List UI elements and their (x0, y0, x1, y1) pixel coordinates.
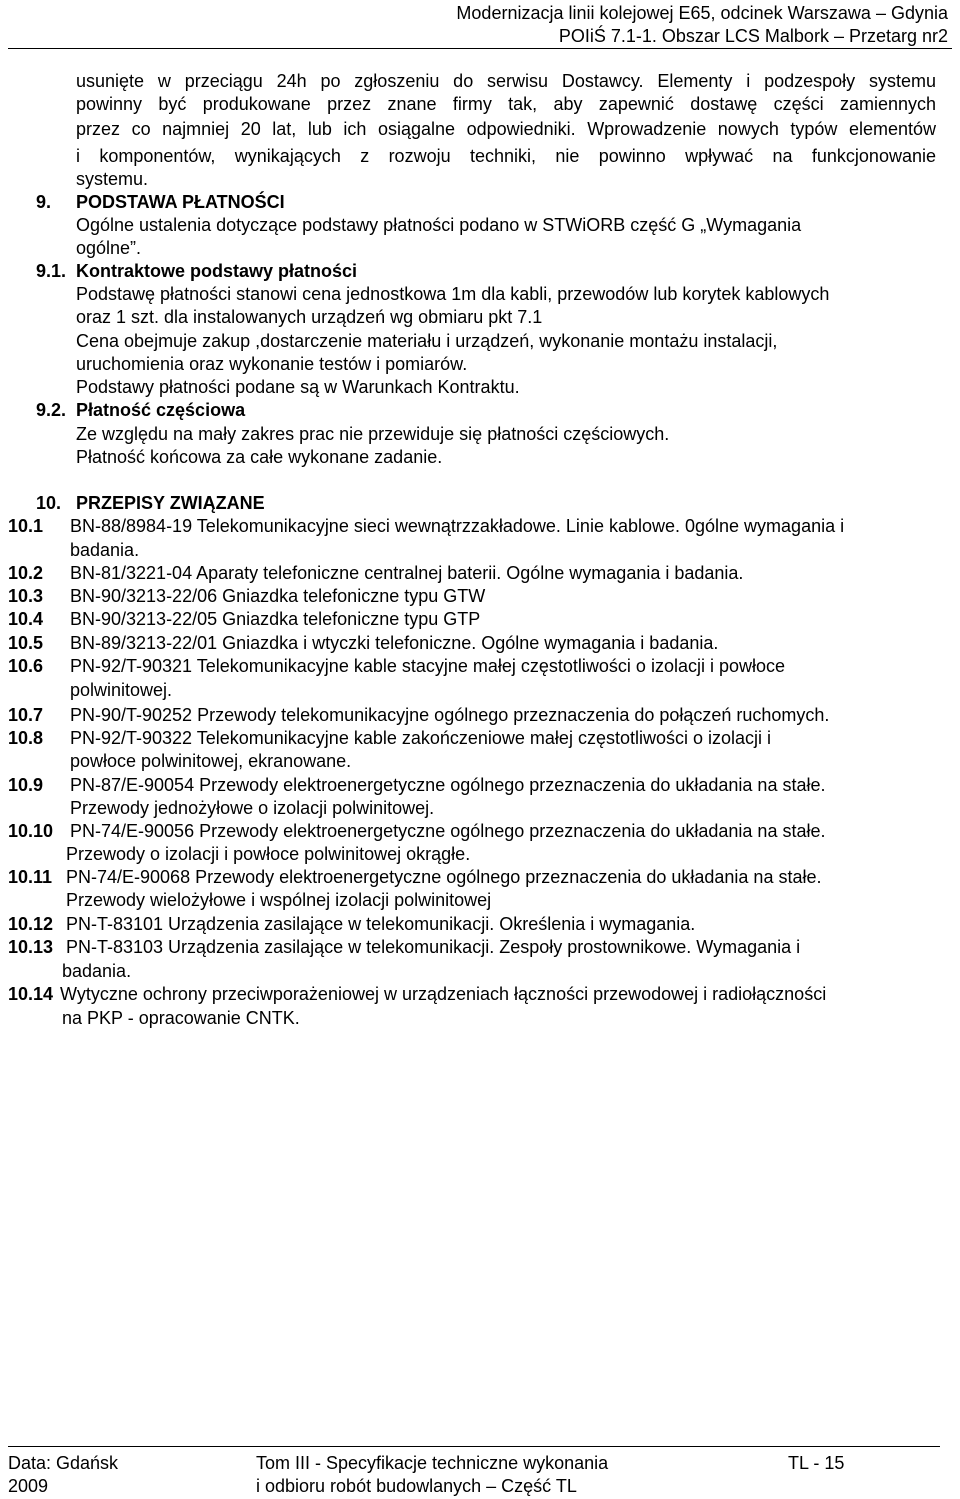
header-rule (8, 48, 952, 49)
reference-number: 10.10 (8, 821, 54, 841)
reference-number: 10.3 (8, 586, 44, 606)
reference-text: PN-74/E-90056 Przewody elektroenergetyczne ogólnego przeznaczenia do układania na stałe. (70, 821, 826, 841)
section-9-2-number: 9.2. (36, 400, 67, 420)
reference-text: BN-88/8984-19 Telekomunikacyjne sieci wewnątrzzakładowe. Linie kablowe. 0gólne wymagania i (70, 516, 845, 536)
section-9-title: PODSTAWA PŁATNOŚCI (76, 192, 285, 212)
reference-number: 10.4 (8, 609, 44, 629)
section-10-number: 10. (36, 493, 62, 513)
reference-number: 10.14 (8, 984, 54, 1004)
reference-number: 10.7 (8, 705, 44, 725)
section-9-2-body-line: Ze względu na mały zakres prac nie przewiduje się płatności częściowych. (76, 424, 670, 444)
section-9-1-body-line: oraz 1 szt. dla instalowanych urządzeń wg obmiaru pkt 7.1 (76, 307, 543, 327)
reference-text: PN-T-83101 Urządzenia zasilające w telekomunikacji. Określenia i wymagania. (66, 914, 696, 934)
section-10-title: PRZEPISY ZWIĄZANE (76, 493, 265, 513)
reference-text-cont: Przewody wielożyłowe i wspólnej izolacji polwinitowej (66, 890, 492, 910)
reference-number: 10.13 (8, 937, 54, 957)
reference-text: PN-92/T-90321 Telekomunikacyjne kable stacyjne małej częstotliwości o izolacji i powłoce (70, 656, 786, 676)
header-line-1: Modernizacja linii kolejowej E65, odcinek Warszawa – Gdynia (456, 3, 948, 23)
page-number: TL - 15 (788, 1453, 845, 1473)
reference-text: PN-T-83103 Urządzenia zasilające w telekomunikacji. Zespoły prostownikowe. Wymagania i (66, 937, 801, 957)
reference-number: 10.11 (8, 867, 53, 887)
header-line-2: POIiŚ 7.1-1. Obszar LCS Malbork – Przetarg nr2 (558, 26, 948, 46)
section-9-2-title: Płatność częściowa (76, 400, 246, 420)
footer-volume-subtitle: i odbioru robót budowlanych – Część TL (256, 1476, 577, 1496)
intro-line: i komponentów, wynikających z rozwoju techniki, nie powinno wpływać na funkcjonowanie (76, 146, 936, 166)
reference-text: BN-90/3213-22/06 Gniazdka telefoniczne typu GTW (70, 586, 486, 606)
reference-text-cont: Przewody o izolacji i powłoce polwinitowej okrągłe. (66, 844, 471, 864)
reference-text: PN-92/T-90322 Telekomunikacyjne kable zakończeniowe małej częstotliwości o izolacji i (70, 728, 772, 748)
section-9-1-title: Kontraktowe podstawy płatności (76, 261, 358, 281)
section-9-1-body-line: Cena obejmuje zakup ,dostarczenie materiału i urządzeń, wykonanie montażu instalacji, (76, 331, 778, 351)
reference-text-cont: badania. (70, 540, 140, 560)
footer-rule (8, 1446, 940, 1447)
intro-line: powinny być produkowane przez znane firmy tak, aby zapewnić dostawę części zamiennych (76, 94, 936, 114)
section-9-1-body-line: Podstawy płatności podane są w Warunkach Kontraktu. (76, 377, 520, 397)
reference-number: 10.2 (8, 563, 44, 583)
reference-text-cont: polwinitowej. (70, 680, 173, 700)
reference-number: 10.1 (8, 516, 44, 536)
reference-text-cont: na PKP - opracowanie CNTK. (62, 1008, 300, 1028)
reference-number: 10.8 (8, 728, 44, 748)
section-9-2-body-line: Płatność końcowa za całe wykonane zadanie. (76, 447, 443, 467)
section-9-body-line: Ogólne ustalenia dotyczące podstawy płatności podano w STWiORB część G „Wymagania (76, 215, 802, 235)
reference-text-cont: Przewody jednożyłowe o izolacji polwinitowej. (70, 798, 435, 818)
section-9-1-number: 9.1. (36, 261, 67, 281)
reference-text-cont: powłoce polwinitowej, ekranowane. (70, 751, 352, 771)
reference-text-cont: badania. (62, 961, 132, 981)
section-9-body-line: ogólne”. (76, 238, 142, 258)
reference-text: BN-90/3213-22/05 Gniazdka telefoniczne typu GTP (70, 609, 481, 629)
reference-number: 10.6 (8, 656, 44, 676)
reference-text: PN-74/E-90068 Przewody elektroenergetyczne ogólnego przeznaczenia do układania na stałe. (66, 867, 822, 887)
reference-text: PN-90/T-90252 Przewody telekomunikacyjne ogólnego przeznaczenia do połączeń ruchomych. (70, 705, 830, 725)
footer-volume-title: Tom III - Specyfikacje techniczne wykonania (256, 1453, 609, 1473)
reference-number: 10.9 (8, 775, 44, 795)
section-9-number: 9. (36, 192, 52, 212)
footer-year: 2009 (8, 1476, 49, 1496)
intro-line: systemu. (76, 169, 149, 189)
footer-date-place: Data: Gdańsk (8, 1453, 119, 1473)
reference-text: BN-89/3213-22/01 Gniazdka i wtyczki telefoniczne. Ogólne wymagania i badania. (70, 633, 719, 653)
reference-text: PN-87/E-90054 Przewody elektroenergetyczne ogólnego przeznaczenia do układania na stałe. (70, 775, 826, 795)
reference-text: BN-81/3221-04 Aparaty telefoniczne centralnej baterii. Ogólne wymagania i badania. (70, 563, 744, 583)
reference-text: Wytyczne ochrony przeciwporażeniowej w urządzeniach łączności przewodowej i radiołączności (60, 984, 827, 1004)
reference-number: 10.5 (8, 633, 44, 653)
section-9-1-body-line: Podstawę płatności stanowi cena jednostkowa 1m dla kabli, przewodów lub korytek kablowych (76, 284, 830, 304)
section-9-1-body-line: uruchomienia oraz wykonanie testów i pomiarów. (76, 354, 468, 374)
intro-line: przez co najmniej 20 lat, lub ich osiągalne odpowiedniki. Wprowadzenie nowych typów elementów (76, 119, 936, 139)
intro-line: usunięte w przeciągu 24h po zgłoszeniu do serwisu Dostawcy. Elementy i podzespoły systemu (76, 71, 936, 91)
reference-number: 10.12 (8, 914, 54, 934)
